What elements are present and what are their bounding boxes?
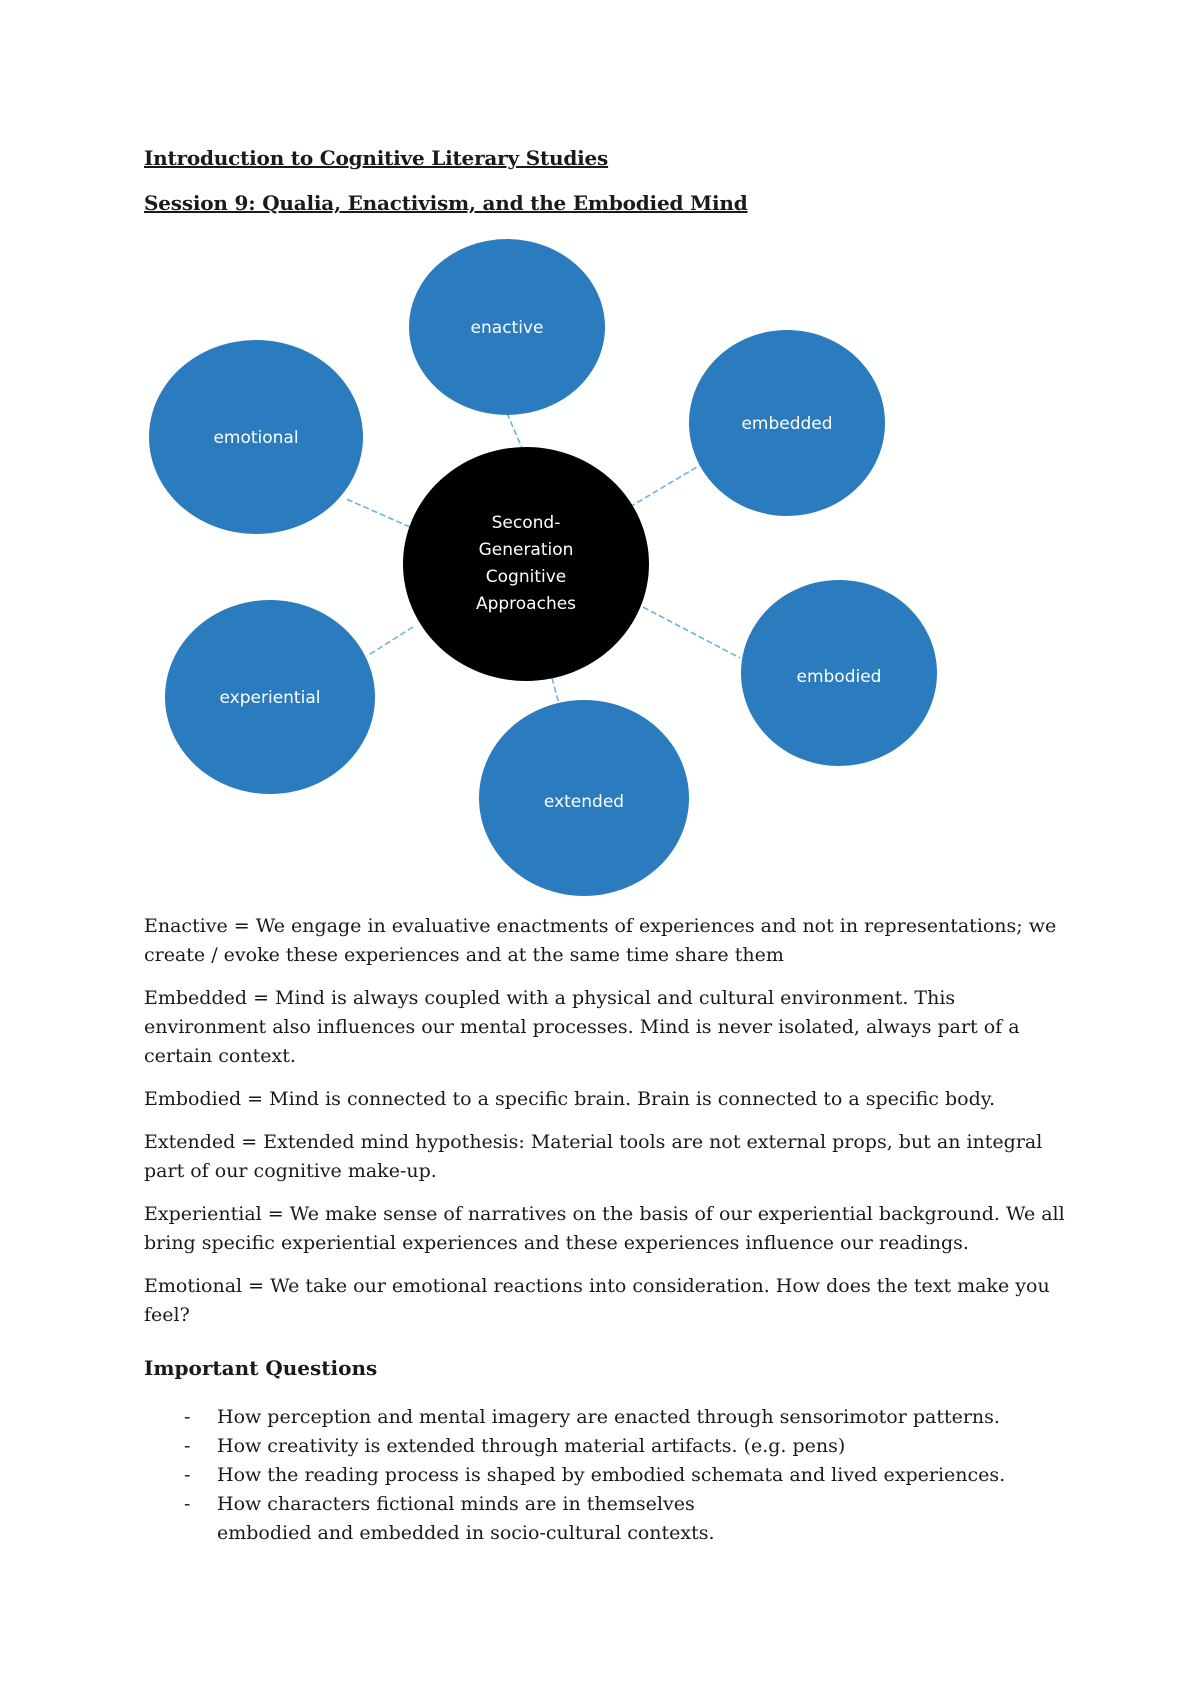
connector-enactive — [507, 413, 522, 448]
definition-embodied: Embodied = Mind is connected to a specific brain. Brain is connected to a specific body. — [144, 1088, 996, 1110]
questions-heading: Important Questions — [144, 1356, 378, 1380]
connector-embodied — [643, 607, 740, 658]
node-experiential — [165, 600, 375, 794]
question-item-line-1: - How characters fictional minds are in themselves — [217, 1493, 695, 1515]
node-emotional-label: emotional — [213, 428, 299, 448]
node-embodied-label: embodied — [796, 667, 882, 687]
concept-diagram-svg — [0, 230, 1200, 900]
node-extended — [479, 700, 689, 896]
connector-emotional — [344, 498, 410, 527]
connector-embedded — [628, 458, 712, 508]
questions-list — [144, 1403, 1074, 1548]
center-node — [403, 447, 649, 681]
definition-experiential: Experiential = We make sense of narratives on the basis of our experiential background. We all bring specific experiential experiences and these experiences influence our readings. — [144, 1203, 1065, 1254]
question-item-line-2: embodied and embedded in socio-cultural contexts. — [217, 1522, 715, 1544]
node-embedded-label: embedded — [741, 414, 833, 434]
question-item: - How creativity is extended through material artifacts. (e.g. pens) — [144, 1432, 1074, 1461]
definition-enactive: Enactive = We engage in evaluative enactments of experiences and not in representations; we create / evoke these experiences and at the same time share them — [144, 915, 1057, 966]
connector-experiential — [367, 627, 413, 656]
node-enactive — [409, 239, 605, 415]
definition-emotional: Emotional = We take our emotional reactions into consideration. How does the text make you feel? — [144, 1275, 1050, 1326]
node-embedded — [689, 330, 885, 516]
center-label-line-4: Approaches — [475, 594, 577, 614]
center-label-line-3: Cognitive — [485, 567, 567, 587]
node-experiential-label: experiential — [219, 688, 321, 708]
question-item: - How perception and mental imagery are enacted through sensorimotor patterns. — [144, 1403, 1074, 1432]
node-emotional — [149, 340, 363, 534]
node-embodied — [741, 580, 937, 766]
question-item: - How the reading process is shaped by embodied schemata and lived experiences. — [144, 1461, 1074, 1490]
question-item-last — [144, 1490, 1074, 1548]
definition-extended: Extended = Extended mind hypothesis: Material tools are not external props, but an integral part of our cognitive make-up. — [144, 1131, 1043, 1182]
definitions-section — [144, 912, 1074, 1344]
node-enactive-label: enactive — [470, 318, 544, 338]
center-label-line-2: Generation — [478, 540, 574, 560]
node-extended-label: extended — [543, 792, 625, 812]
center-label-line-1: Second- — [491, 513, 561, 533]
session-title: Session 9: Qualia, Enactivism, and the Embodied Mind — [144, 191, 748, 215]
course-title: Introduction to Cognitive Literary Studies — [144, 146, 609, 170]
concept-diagram — [0, 230, 1200, 900]
definition-embedded: Embedded = Mind is always coupled with a physical and cultural environment. This environment also influences our mental processes. Mind is never isolated, always part of a certain context. — [144, 987, 1020, 1067]
